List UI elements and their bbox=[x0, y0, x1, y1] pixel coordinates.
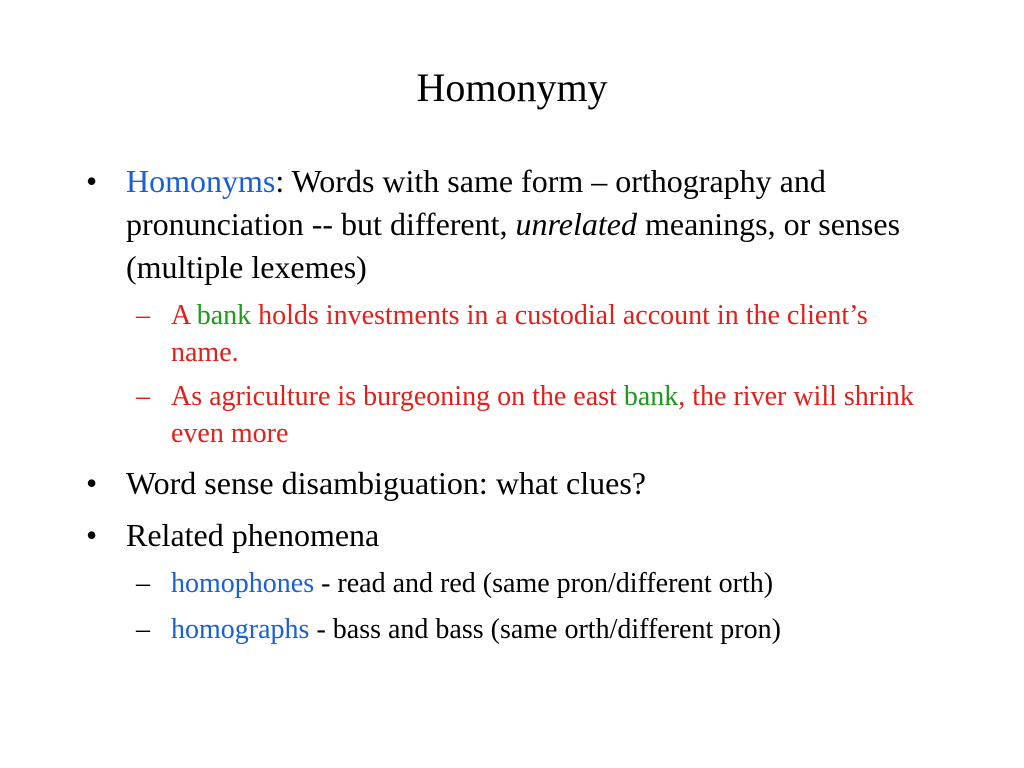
example-1-bank: bank bbox=[196, 300, 252, 331]
sub-bullet-example-1 bbox=[136, 297, 936, 371]
sub-bullet-homographs bbox=[136, 611, 936, 648]
example-2-bank: bank bbox=[623, 381, 679, 412]
bullet-icon: • bbox=[86, 163, 98, 199]
term-homographs: homographs bbox=[171, 614, 310, 645]
homographs-desc: - bass and bass (same orth/different pron) bbox=[309, 614, 781, 645]
homophones-text bbox=[171, 565, 936, 602]
example-1-part-b: holds investments in a custodial account in the client’s name. bbox=[171, 300, 868, 368]
slide-title: Homonymy bbox=[416, 65, 608, 110]
term-homonyms: Homonyms bbox=[126, 163, 276, 199]
example-2-text bbox=[171, 378, 936, 452]
example-1-part-a: A bbox=[171, 300, 197, 331]
dash-icon: – bbox=[136, 568, 150, 599]
example-2-part-a: As agriculture is burgeoning on the east bbox=[171, 381, 624, 412]
dash-icon: – bbox=[136, 300, 150, 331]
bullet-related bbox=[80, 514, 960, 557]
bullet-icon: • bbox=[86, 517, 98, 553]
bullet-homonyms bbox=[80, 160, 960, 289]
related-text: Related phenomena bbox=[126, 517, 380, 553]
homographs-text bbox=[171, 611, 936, 648]
bullet-wsd bbox=[80, 462, 960, 505]
dash-icon: – bbox=[136, 381, 150, 412]
def-part-b: meanings, or senses (multiple lexemes) bbox=[126, 206, 901, 285]
def-part-a: : Words with same form – orthography and pronunciation -- but different, bbox=[126, 163, 826, 242]
def-emphasis: unrelated bbox=[515, 206, 637, 242]
bullet-icon: • bbox=[86, 465, 98, 501]
dash-icon: – bbox=[136, 614, 150, 645]
sub-bullet-homophones bbox=[136, 565, 936, 602]
homonyms-definition bbox=[126, 160, 960, 289]
sub-bullet-example-2 bbox=[136, 378, 936, 452]
example-2-part-b: , the river will shrink even more bbox=[171, 381, 914, 449]
wsd-text: Word sense disambiguation: what clues? bbox=[126, 465, 646, 501]
example-1-text bbox=[171, 297, 936, 371]
term-homophones: homophones bbox=[171, 568, 315, 599]
homophones-desc: - read and red (same pron/different orth) bbox=[314, 568, 774, 599]
